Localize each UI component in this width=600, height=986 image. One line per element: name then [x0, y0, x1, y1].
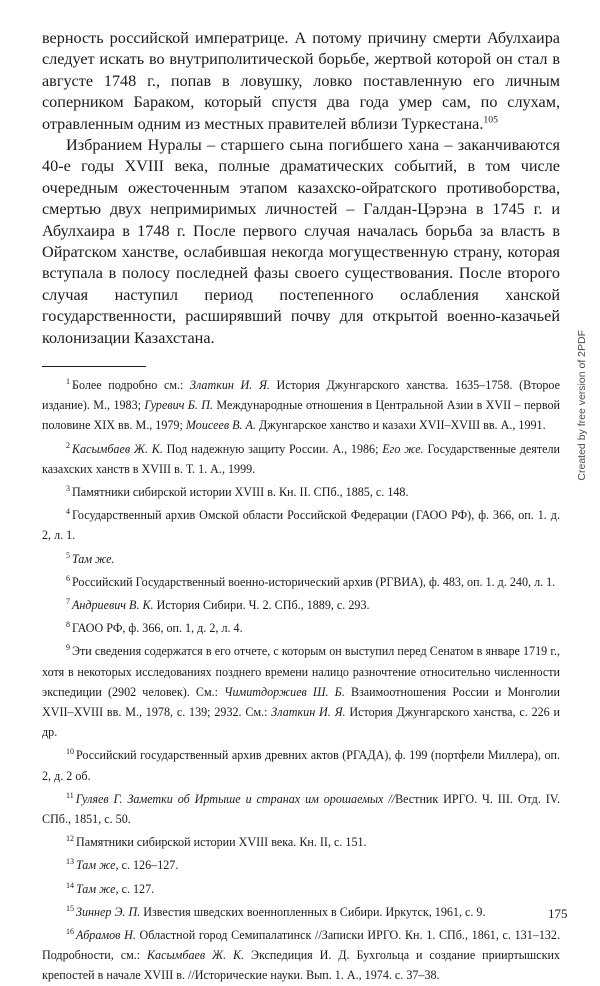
footnote-text: ГАОО РФ, ф. 366, оп. 1, д. 2, л. 4.: [72, 621, 243, 636]
footnote-text: Российский Государственный военно-исторический архив (РГВИА), ф. 483, оп. 1. д. 240, л. 1.: [72, 574, 556, 589]
footnote-14: [42, 876, 560, 899]
footnote-number: 14: [66, 880, 74, 890]
footnote-text: с. 126–127.: [118, 858, 179, 873]
footnote-text: Под надежную защиту России. А., 1986;: [162, 441, 383, 456]
footnote-author: Зиннер Э. П.: [76, 904, 141, 919]
footnote-author: Его же.: [382, 441, 424, 456]
footnote-text: История Сибири. Ч. 2. СПб., 1889, с. 293.: [153, 598, 370, 613]
footnote-number: 7: [66, 597, 70, 607]
footnote-author: Гуревич Б. П.: [144, 398, 214, 413]
footnote-number: 5: [66, 550, 70, 560]
footnote-author: Гуляев Г. Заметки об Иртыше и странах им орошаемых //: [75, 791, 396, 806]
footnote-text: История Джунгарского ханства. 1635–1758. (Второе издание). М., 1983;: [42, 378, 560, 413]
footnote-number: 15: [66, 903, 74, 913]
footnote-text: Российский государственный архив древних актов (РГАДА), ф. 199 (портфели Миллера), оп. 2, д. 2 об.: [42, 748, 560, 783]
footnote-author: Златкин И. Я.: [190, 378, 270, 392]
footnote-text: Взаимоотношения России и Монголии XVII–XVIII вв. М., 1978, с. 139; 2932. См.:: [42, 684, 560, 720]
footnote-text: Более подробно см.:: [72, 378, 191, 392]
footnote-number: 1: [66, 377, 70, 386]
endnote-ref-105: 105: [483, 114, 498, 126]
footnote-number: 12: [66, 834, 74, 844]
paragraph-1: [42, 28, 560, 135]
footnote-number: 6: [66, 573, 70, 583]
footnote-number: 9: [66, 643, 70, 653]
footnote-12: [42, 829, 560, 852]
footnote-15: [42, 899, 560, 922]
footnote-text: Экспедиция И. Д. Бухгольца и создание прииртышских крепостей в начале XVIII в. //Исторические науки. Вып. 1. А., 1974. с. 37–38.: [42, 948, 560, 983]
page-number: 175: [548, 906, 568, 921]
footnote-number: 4: [66, 507, 70, 517]
footnote-author: Там же,: [76, 858, 119, 873]
footnote-number: 11: [66, 790, 74, 800]
footnote-text: Эти сведения содержатся в его отчете, с которым он выступил перед Сенатом в январе 1719 г., хотя в некоторых исследованиях позднего времени налицо разночтение относительно численности экспедиции (2902 человек). См.:: [42, 644, 560, 699]
footnote-number: 10: [66, 747, 74, 757]
footnotes: [42, 372, 560, 986]
footnote-9: [42, 638, 560, 742]
footnote-text: Государственный архив Омской области Российской Федерации (ГАОО РФ), ф. 366, оп. 1. д. 2, л. 1.: [42, 508, 560, 543]
footnote-text: с. 127.: [118, 881, 155, 896]
footnote-number: 13: [66, 857, 74, 867]
footnote-11: [42, 786, 560, 829]
paragraph-1-text: верность российской императрице. А потому причину смерти Абулхаира следует искать во внутриполитической борьбе, жертвой которой он стал в августе 1748 г., попав в ловушку, ловко поставленную его личным соперником Бараком, который спустя два года умер сам, по слухам, отравленным одним из местных правителей вблизи Туркестана.: [42, 29, 560, 133]
footnote-7: [42, 592, 560, 615]
footnote-10: [42, 742, 560, 785]
footnote-text: Вестник ИРГО. Ч. III. Отд. IV. СПб., 1851, с. 50.: [42, 791, 560, 827]
footnote-text: Областной город Семипалатинск //Записки ИРГО. Кн. 1. СПб., 1861, с. 131–132. Подробности, см.:: [42, 928, 560, 963]
footnote-author: Там же.: [72, 551, 115, 566]
footnote-number: 3: [66, 484, 70, 494]
footnote-separator: [42, 366, 146, 367]
footnote-6: [42, 569, 560, 592]
footnote-3: [42, 479, 560, 502]
footnote-author: Златкин И. Я.: [271, 705, 346, 720]
footnote-text: Государственные деятели казахских ханств в XVIII в. Т. 1. А., 1999.: [42, 441, 560, 476]
footnote-text: Международные отношения в Центральной Азии в XVII – первой половине XIX вв. М., 1979;: [42, 398, 560, 433]
footnote-16: [42, 922, 560, 986]
footnote-number: 2: [66, 440, 70, 450]
footnote-text: Известия шведских военнопленных в Сибири. Иркутск, 1961, с. 9.: [140, 904, 486, 919]
footnote-4: [42, 502, 560, 545]
footnote-author: Абрамов Н.: [76, 928, 136, 943]
footnote-13: [42, 852, 560, 875]
footnote-2: [42, 436, 560, 479]
footnote-number: 16: [66, 927, 74, 937]
footnote-author: Там же,: [76, 881, 119, 896]
footnote-5: [42, 546, 560, 569]
footnote-text: История Джунгарского ханства, с. 226 и др.: [42, 705, 561, 740]
main-text: [42, 28, 560, 349]
footnote-text: Памятники сибирской истории XVIII в. Кн. II. СПб., 1885, с. 148.: [72, 485, 409, 500]
paragraph-2: Избранием Нуралы – старшего сына погибшего хана – заканчиваются 40-е годы XVIII века, полные драматических событий, в том числе очередным ожесточенным этапом казахско-ойратского противоборства, смертью двух непримиримых личностей – Галдан-Цэрэна в 1745 г. и Абулхаира в 1748 г. После первого случая началась борьба за власть в Ойратском ханстве, ослабившая некогда могущественную страну, которая вступала в полосу последней фазы своего существования. После второго случая наступил период постепенного ослабления ханской государственности, расширявший почву для открытой военно-казачьей колонизации Казахстана.: [42, 136, 560, 347]
footnote-author: Чимитдоржиев Ш. Б.: [224, 684, 345, 699]
footnote-8: [42, 615, 560, 638]
footnote-text: Памятники сибирской истории XVIII века. Кн. II, с. 151.: [76, 835, 367, 850]
footnote-number: 8: [66, 620, 70, 630]
footnote-author: Касымбаев Ж. К.: [72, 441, 163, 456]
footnote-author: Касымбаев Ж. К.: [147, 948, 245, 963]
footnote-text: Джунгарское ханство и казахи XVII–XVIII вв. А., 1991.: [255, 418, 546, 433]
footnote-author: Моисеев В. А.: [185, 418, 256, 433]
footnote-1: [42, 372, 560, 436]
footnote-author: Андриевич В. К.: [72, 598, 154, 613]
watermark-text: Created by free version of 2PDF: [576, 330, 588, 481]
